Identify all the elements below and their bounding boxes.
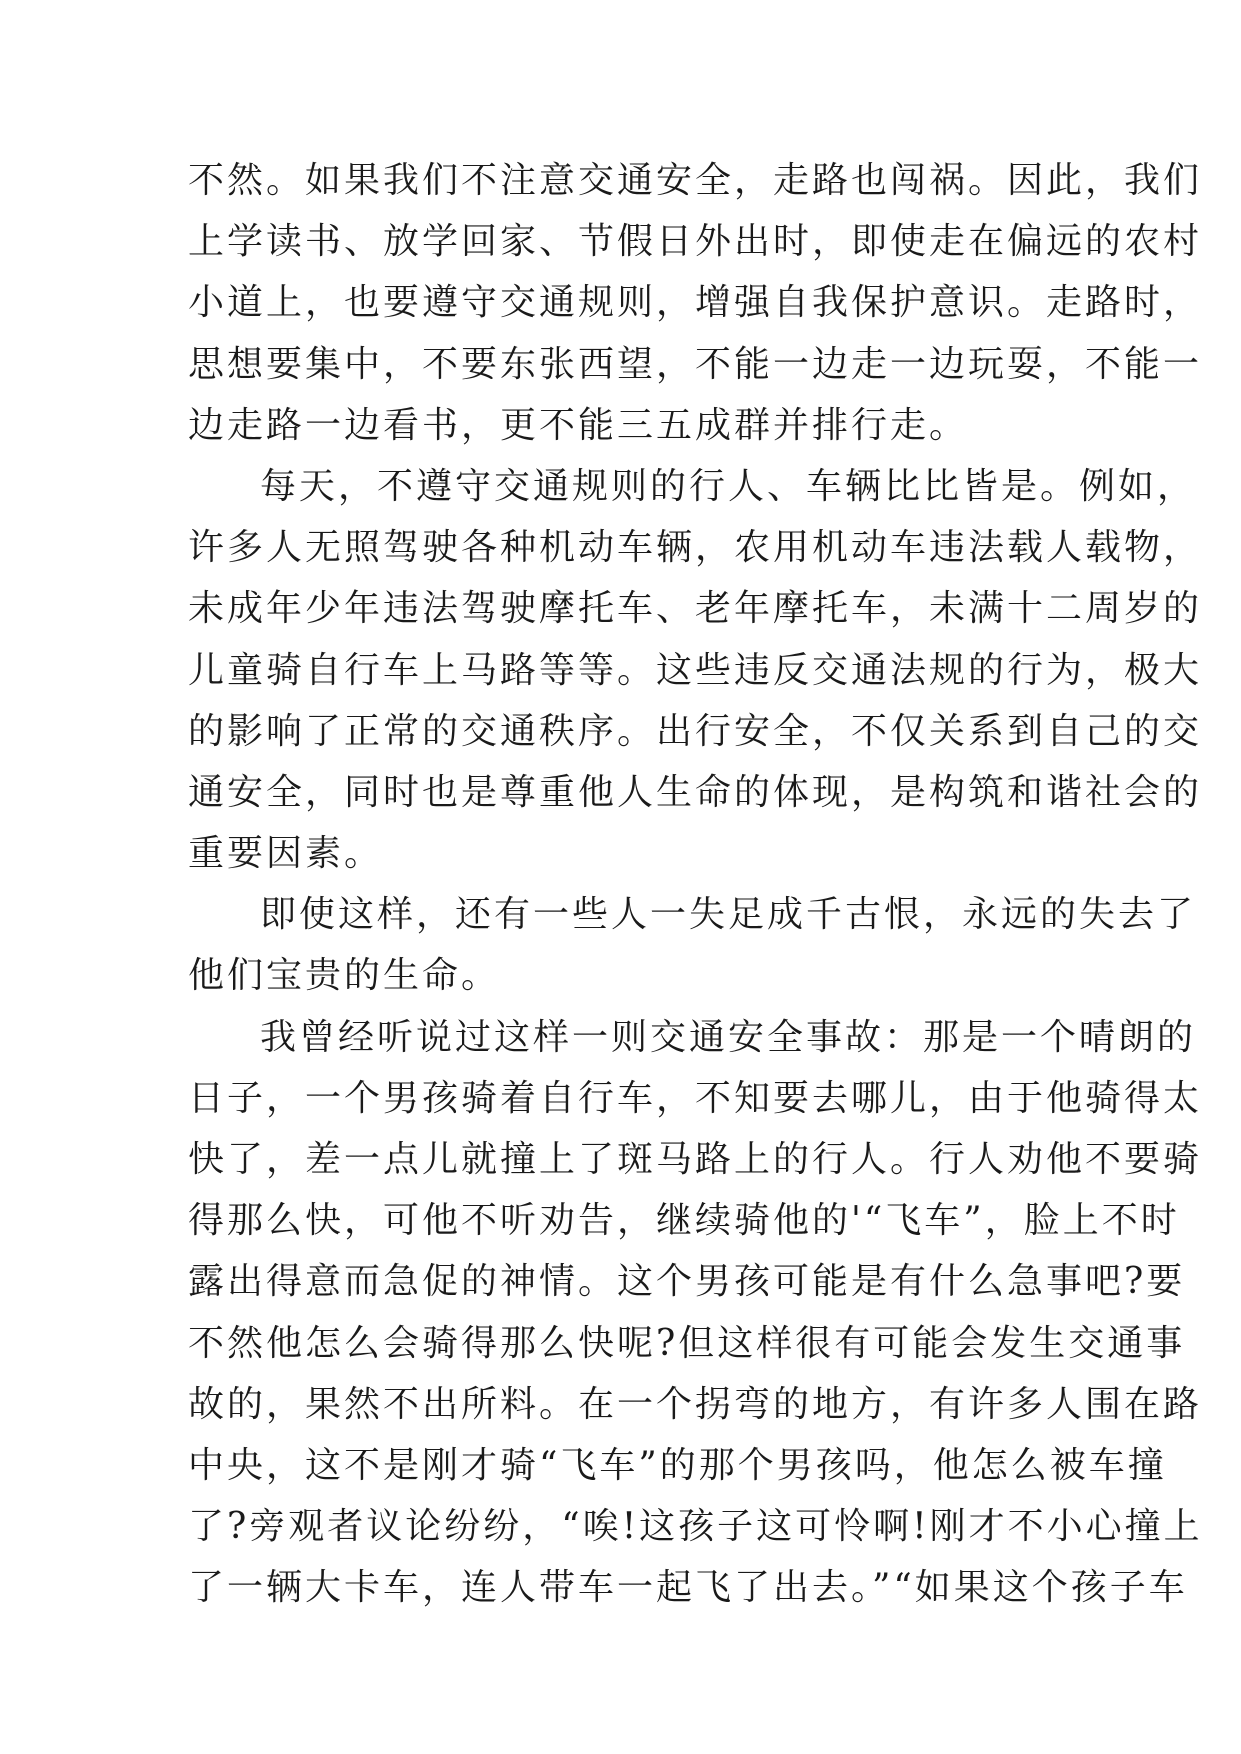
paragraph-first-line: 即使这样，还有一些人一失足成千古恨，永远的失去了	[260, 894, 1197, 936]
text-line: 小道上，也要遵守交通规则，增强自我保护意识。走路时，	[188, 282, 1203, 324]
text-line: 的影响了正常的交通秩序。出行安全，不仅关系到自己的交	[188, 710, 1203, 752]
text-line: 未成年少年违法驾驶摩托车、老年摩托车，未满十二周岁的	[188, 588, 1203, 630]
text-line: 上学读书、放学回家、节假日外出时，即使走在偏远的农村	[188, 221, 1203, 263]
text-line: 不然他怎么会骑得那么快呢?但这样很有可能会发生交通事	[188, 1322, 1186, 1364]
text-line: 儿童骑自行车上马路等等。这些违反交通法规的行为，极大	[188, 649, 1203, 691]
text-line: 边走路一边看书，更不能三五成群并排行走。	[188, 404, 969, 446]
text-line: 快了，差一点儿就撞上了斑马路上的行人。行人劝他不要骑	[188, 1139, 1203, 1180]
paragraph-first-line: 我曾经听说过这样一则交通安全事故：那是一个晴朗的	[260, 1016, 1197, 1058]
text-line: 不然。如果我们不注意交通安全，走路也闯祸。因此，我们	[188, 160, 1203, 201]
text-line: 得那么快，可他不听劝告，继续骑他的'“飞车”，脸上不时	[188, 1200, 1180, 1242]
text-line: 日子，一个男孩骑着自行车，不知要去哪儿，由于他骑得太	[188, 1077, 1203, 1119]
text-line: 通安全，同时也是尊重他人生命的体现，是构筑和谐社会的	[188, 771, 1203, 813]
text-line: 思想要集中，不要东张西望，不能一边走一边玩耍，不能一	[188, 343, 1203, 385]
document-body	[188, 150, 1203, 1619]
text-line: 故的，果然不出所料。在一个拐弯的地方，有许多人围在路	[188, 1383, 1203, 1425]
text-line: 中央，这不是刚才骑“飞车”的那个男孩吗，他怎么被车撞	[188, 1444, 1167, 1486]
text-line: 许多人无照驾驶各种机动车辆，农用机动车违法载人载物，	[188, 527, 1203, 569]
text-line: 重要因素。	[188, 833, 384, 875]
text-line: 露出得意而急促的神情。这个男孩可能是有什么急事吧?要	[188, 1261, 1186, 1303]
text-line: 了一辆大卡车，连人带车一起飞了出去。”“如果这个孩子车	[188, 1567, 1188, 1609]
text-line: 他们宝贵的生命。	[188, 955, 501, 997]
text-line: 了?旁观者议论纷纷，“唉!这孩子这可怜啊!刚才不小心撞上	[188, 1506, 1203, 1548]
paragraph-first-line: 每天，不遵守交通规则的行人、车辆比比皆是。例如，	[260, 465, 1197, 507]
